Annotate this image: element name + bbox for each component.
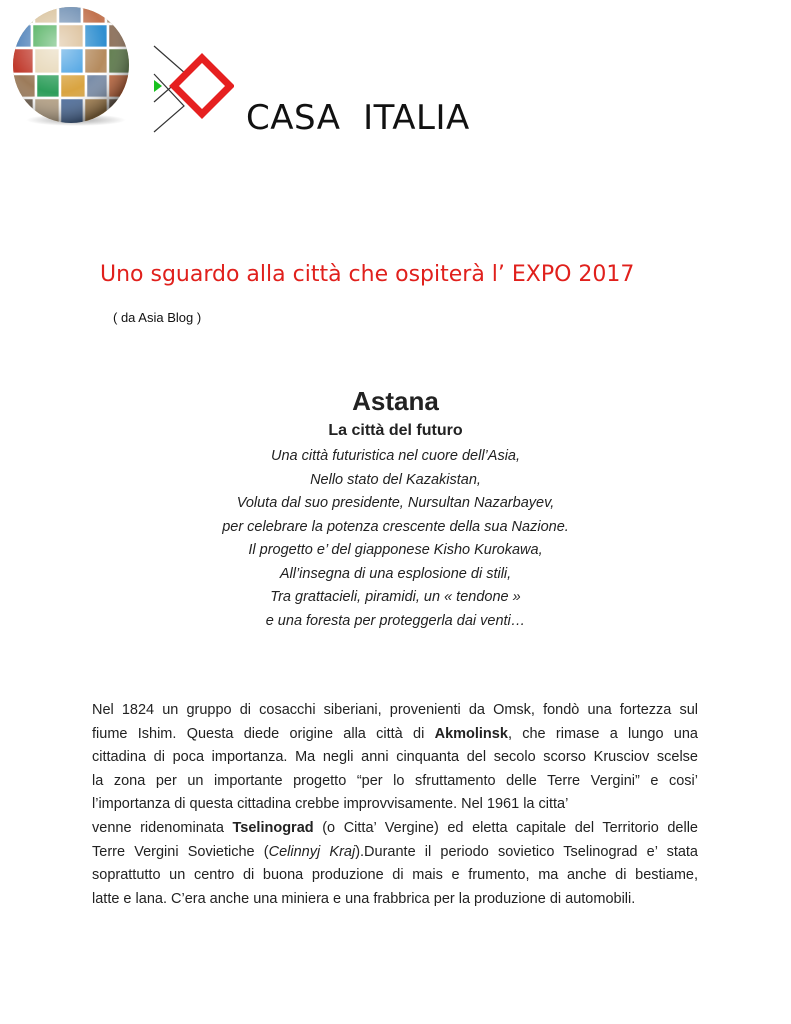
poem-line: Tra grattacieli, piramidi, un « tendone » <box>270 589 521 605</box>
brand-title: CASA ITALIA <box>246 98 470 138</box>
paragraph-text: (o Citta’ Vergine) ed eletta capitale del Territorio delle <box>313 819 698 836</box>
history-paragraph <box>92 699 698 911</box>
paragraph-line <box>92 723 698 747</box>
paragraph-text: , che rimase a lungo una <box>507 725 698 742</box>
akmolinsk-bold: Akmolinsk <box>434 725 508 742</box>
celinnyj-kraj-italic: Celinnyj Kraj <box>268 843 356 860</box>
poem-line: per celebrare la potenza crescente della sua Nazione. <box>222 518 569 535</box>
diamond-logo-icon <box>150 44 234 134</box>
paragraph-line: soprattutto un centro di buona produzione di mais e frumento, ma anche di bestiame, <box>92 867 698 884</box>
paragraph-line: latte e lana. C’era anche una miniera e una frabbrica per la produzione di automobili. <box>92 890 636 907</box>
tselinograd-bold: Tselinograd <box>232 819 314 836</box>
poem-line: Il progetto e’ del giapponese Kisho Kurokawa, <box>248 542 543 558</box>
paragraph-line: la zona per un importante progetto “per lo sfruttamento delle Terre Vergini” e cosi’ <box>92 772 698 789</box>
poem-line: Una città futuristica nel cuore dell’Asia, <box>270 448 521 464</box>
city-title: Astana <box>352 386 439 416</box>
poem-line: Nello stato del Kazakistan, <box>310 471 481 488</box>
paragraph-text: venne ridenominata <box>92 819 233 836</box>
paragraph-line: cittadina di poca importanza. Ma negli anni cinquanta del secolo scorso Krusciov scelse <box>92 749 698 766</box>
article-source: ( da Asia Blog ) <box>113 310 202 325</box>
poem-line: Voluta dal suo presidente, Nursultan Nazarbayev, <box>236 495 555 511</box>
paragraph-line: Nel 1824 un gruppo di cosacchi siberiani, provenienti da Omsk, fondò una fortezza sul <box>92 702 698 718</box>
paragraph-line <box>92 817 698 841</box>
paragraph-line: l’importanza di questa cittadina crebbe improvvisamente. Nel 1961 la citta’ <box>92 796 569 813</box>
poem <box>0 445 791 633</box>
city-subtitle: La città del futuro <box>328 422 463 439</box>
poem-line: All’insegna di una esplosione di stili, <box>279 565 512 582</box>
poem-line: e una foresta per proteggerla dai venti… <box>265 612 526 629</box>
paragraph-text: Terre Vergini Sovietiche ( <box>92 843 269 860</box>
article-headline: Uno sguardo alla città che ospiterà l’ EXPO 2017 <box>100 262 635 287</box>
paragraph-text: fiume Ishim. Questa diede origine alla città di <box>92 725 435 742</box>
paragraph-line <box>92 841 698 865</box>
paragraph-text: ).Durante il periodo sovietico Tselinograd e’ stata <box>355 843 698 860</box>
globe-of-photos-icon <box>10 4 132 126</box>
